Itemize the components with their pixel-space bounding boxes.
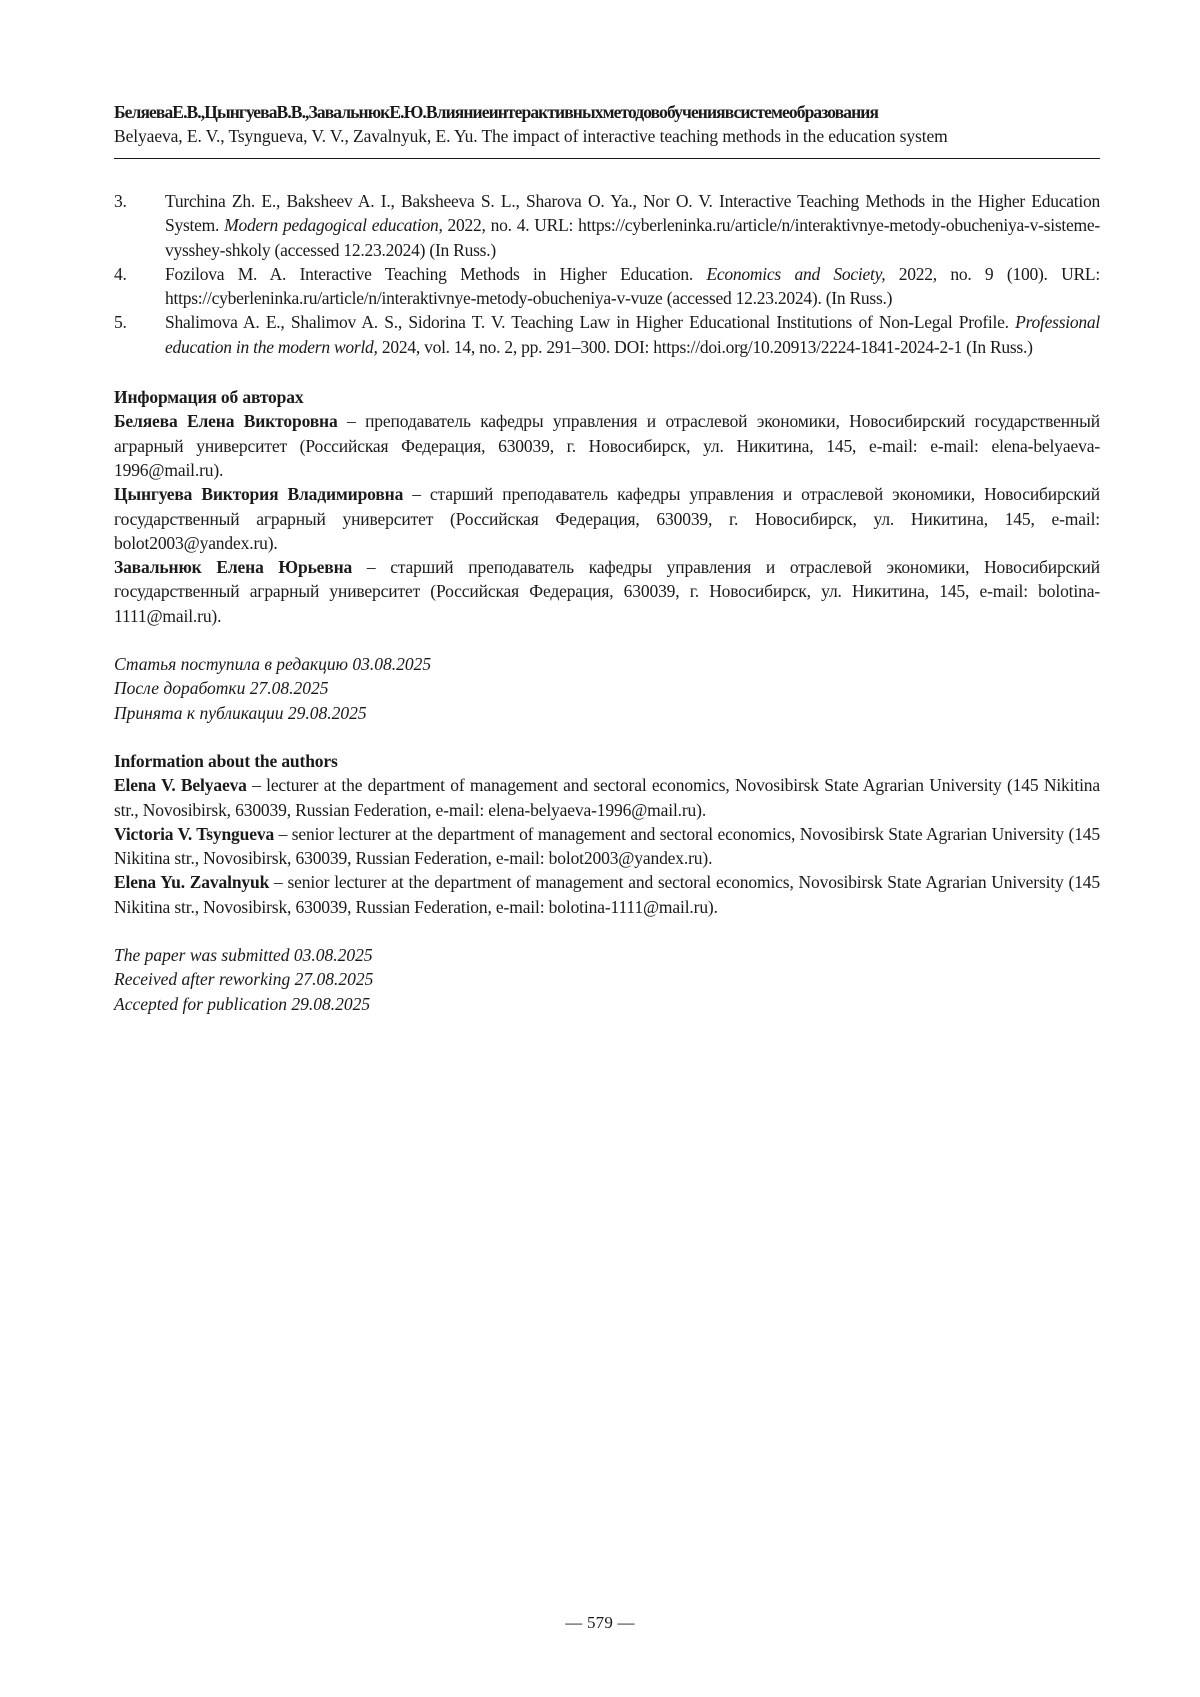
authors-heading-en: Information about the authors — [114, 749, 1100, 773]
authors-info-en — [114, 749, 1100, 919]
author-description: – senior lecturer at the department of management and sectoral economics, Novosibirsk State Agrarian University (145 Nikitina str., Novosibirsk, 630039, Russian Federation, e-mail: bolot2003@yandex.ru). — [114, 824, 1100, 868]
dates-en — [114, 943, 1100, 1016]
header-divider — [114, 158, 1100, 159]
date-submitted-en: The paper was submitted 03.08.2025 — [114, 943, 1100, 967]
date-submitted-ru: Статья поступила в редакцию 03.08.2025 — [114, 652, 1100, 676]
author-description: – lecturer at the department of management and sectoral economics, Novosibirsk State Agrarian University (145 Nikitina str., Novosibirsk, 630039, Russian Federation, e-mail: elena-belyaeva-1996@mail.ru). — [114, 775, 1100, 819]
date-revised-en: Received after reworking 27.08.2025 — [114, 967, 1100, 991]
author-entry — [114, 482, 1100, 555]
authors-info-ru — [114, 385, 1100, 628]
reference-journal: Economics and Society, — [706, 264, 885, 284]
author-entry — [114, 555, 1100, 628]
reference-number: 4. — [114, 262, 127, 286]
author-name: Беляева Елена Викторовна — [114, 411, 338, 431]
author-entry — [114, 409, 1100, 482]
date-accepted-ru: Принята к публикации 29.08.2025 — [114, 701, 1100, 725]
reference-number: 5. — [114, 310, 127, 334]
page-body — [114, 100, 1100, 1016]
reference-details: 2024, vol. 14, no. 2, pp. 291–300. DOI: https://doi.org/10.20913/2224-1841-2024-2-1 (In Russ.) — [378, 337, 1033, 357]
reference-text: Turchina Zh. E., Baksheev A. I., Baksheeva S. L., Sharova O. Ya., Nor O. V. Interactive Teaching Methods in the Higher Education System. — [165, 191, 1100, 235]
running-title-ru: БеляеваЕ.В.,ЦынгуеваВ.В.,ЗавальнюкЕ.Ю.Влияниеинтерактивныхметодовобучениявсистемеобразования — [114, 100, 1100, 124]
reference-number: 3. — [114, 189, 127, 213]
reference-list — [114, 189, 1100, 359]
page-number: — 579 — — [0, 1613, 1200, 1633]
reference-details: 2022, no. 4. URL: https://cyberleninka.ru/article/n/interaktivnye-metody-obucheniya-v-sisteme-vysshey-shkoly (accessed 12.23.2024) (In Russ.) — [165, 215, 1100, 259]
author-description: – senior lecturer at the department of management and sectoral economics, Novosibirsk State Agrarian University (145 Nikitina str., Novosibirsk, 630039, Russian Federation, e-mail: bolotina-1111@mail.ru). — [114, 872, 1100, 916]
date-accepted-en: Accepted for publication 29.08.2025 — [114, 992, 1100, 1016]
dates-ru — [114, 652, 1100, 725]
author-description: – старший преподаватель кафедры управления и отраслевой экономики, Новосибирский государственный аграрный университет (Российская Федерация, 630039, г. Новосибирск, ул. Никитина, 145, e-mail: bolotina-1111@mail.ru). — [114, 557, 1100, 626]
reference-journal: Modern pedagogical education, — [224, 215, 442, 235]
author-description: – старший преподаватель кафедры управления и отраслевой экономики, Новосибирский государственный аграрный университет (Российская Федерация, 630039, г. Новосибирск, ул. Никитина, 145, e-mail: bolot2003@yandex.ru). — [114, 484, 1100, 553]
author-name: Завальнюк Елена Юрьевна — [114, 557, 352, 577]
reference-item — [114, 189, 1100, 262]
author-entry — [114, 822, 1100, 871]
authors-heading-ru: Информация об авторах — [114, 385, 1100, 409]
author-entry — [114, 870, 1100, 919]
reference-item — [114, 310, 1100, 359]
reference-text: Fozilova M. A. Interactive Teaching Methods in Higher Education. — [165, 264, 706, 284]
reference-text: Shalimova A. E., Shalimov A. S., Sidorina T. V. Teaching Law in Higher Educational Institutions of Non-Legal Profile. — [165, 312, 1015, 332]
author-name: Elena V. Belyaeva — [114, 775, 247, 795]
running-title-en: Belyaeva, E. V., Tsyngueva, V. V., Zavalnyuk, E. Yu. The impact of interactive teaching methods in the education system — [114, 124, 1100, 148]
author-name: Elena Yu. Zavalnyuk — [114, 872, 269, 892]
reference-details: 2022, no. 9 (100). URL: https://cyberleninka.ru/article/n/interaktivnye-metody-obucheniya-v-vuze (accessed 12.23.2024). (In Russ.) — [165, 264, 1100, 308]
author-name: Цынгуева Виктория Владимировна — [114, 484, 403, 504]
date-revised-ru: После доработки 27.08.2025 — [114, 676, 1100, 700]
author-name: Victoria V. Tsyngueva — [114, 824, 274, 844]
reference-item — [114, 262, 1100, 311]
reference-journal: Professional education in the modern world, — [165, 312, 1100, 356]
author-description: – преподаватель кафедры управления и отраслевой экономики, Новосибирский государственный аграрный университет (Российская Федерация, 630039, г. Новосибирск, ул. Никитина, 145, e-mail: e-mail: elena-belyaeva-1996@mail.ru). — [114, 411, 1100, 480]
author-entry — [114, 773, 1100, 822]
